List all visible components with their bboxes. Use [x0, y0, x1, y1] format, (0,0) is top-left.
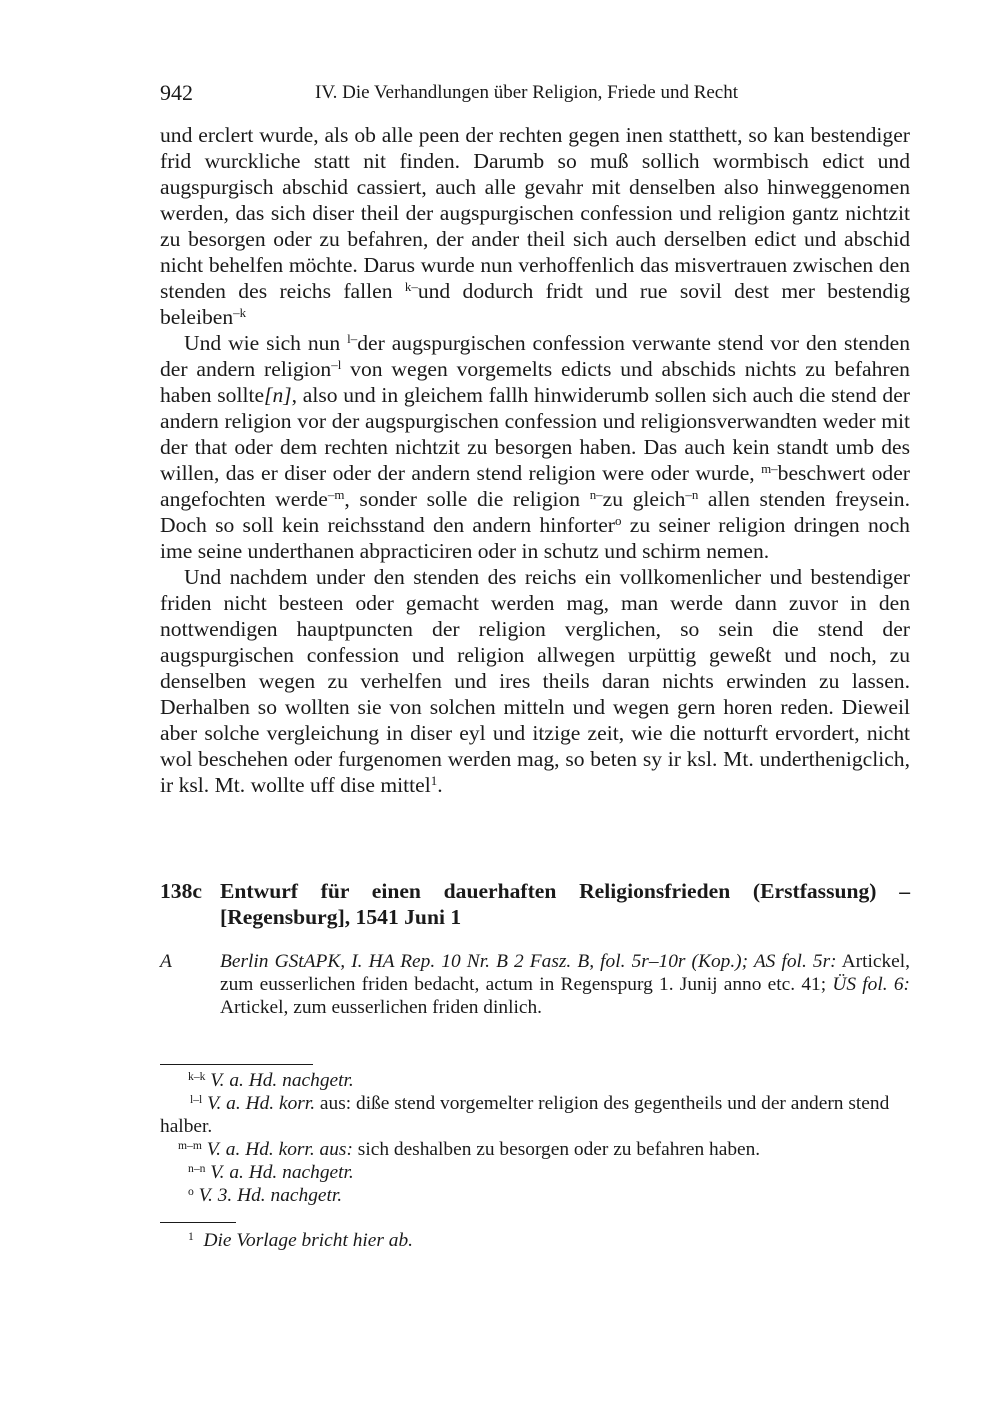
source-siglum: A [160, 951, 172, 972]
note-text: sich deshalben zu besorgen oder zu befahren haben. [352, 1139, 761, 1160]
source-note [160, 950, 910, 1019]
editorial-insertion: [n] [264, 383, 292, 407]
text-run: . [437, 773, 443, 797]
variant-marker: –n [685, 486, 699, 502]
variant-marker: –k [233, 304, 247, 320]
text-run: Artickel, zum eusserlichen friden bedacht, actum in Regenspurg 1. Junij anno etc. 41; [220, 951, 910, 995]
text-run: , sonder solle die religion [344, 487, 590, 511]
note-marker: k–k [188, 1069, 206, 1083]
footnote-marker: 1 [188, 1229, 194, 1243]
variant-marker: m– [761, 460, 778, 476]
section-title: Entwurf für einen dauerhaften Religionsfrieden (Erstfassung) – [Regensburg], 1541 Juni 1 [220, 879, 910, 929]
text-run: von wegen vorgemelts edicts und abschids nichts zu befahren haben sollte [160, 357, 910, 407]
text-run: , also und in gleichem fallh hinwiderumb sollen sich auch die stend der andern religion vor der augspurgischen confession und religionsverwandten weder mit der that oder dem rechten nichtzit zu besorgen haben. Das auch kein standt umb des willen, das er diser oder der andern stend religion were oder wurde, [160, 383, 910, 485]
archive-reference: Berlin GStAPK, I. HA Rep. 10 Nr. B 2 Fasz. B, fol. 5r–10r (Kop.); AS fol. 5r: [220, 951, 837, 972]
section-number: 138c [160, 879, 202, 903]
section-heading [160, 878, 910, 930]
text-run: und dodurch fridt und rue sovil dest mer bestendig beleiben [160, 279, 910, 329]
variant-marker: –m [327, 486, 345, 502]
note-italic: V. a. Hd. korr. [207, 1093, 316, 1114]
footnote-divider [160, 1222, 236, 1223]
footnote [160, 1229, 910, 1252]
text-run: allen stenden freysein. Doch so soll kein reichsstand den andern hinforter [160, 487, 910, 537]
apparatus-note [160, 1069, 910, 1092]
main-text [160, 122, 910, 798]
variant-marker: l– [347, 330, 358, 346]
variant-marker: k– [404, 278, 418, 294]
apparatus-note [160, 1092, 910, 1138]
note-marker: l–l [190, 1092, 203, 1106]
text-run: Und wie sich nun [184, 331, 348, 355]
text-run: zu seiner religion dringen noch ime seine underthanen abpracticiren oder in schutz und schirm nemen. [160, 513, 910, 563]
note-marker: n–n [188, 1161, 206, 1175]
text-run: Und nachdem under den stenden des reichs ein vollkomenlicher und bestendiger friden nicht besteen oder gemacht werden mag, man werde dann zuvor in den nottwendigen hauptpuncten der religion verglichen, so sein die stend der augspurgischen confession und religion allwegen urpüttig geweßt und noch, zu denselben wegen zu verhelfen und ires theils daran nichts erwinden zu lassen. Derhalben so wollten sie von solchen mitteln und wegen gern horen reden. Dieweil aber solche vergleichung in diser eyl und itzige zeit, wie die notturft ervordert, nicht wol beschehen oder furgenomen werden mag, so beten sy ir ksl. Mt. underthenigclich, ir ksl. Mt. wollte uff dise mittel [160, 565, 910, 797]
running-title: IV. Die Verhandlungen über Religion, Friede und Recht [315, 82, 739, 103]
text-run: und erclert wurde, als ob alle peen der rechten gegen inen statthett, so kan bestendiger frid wurckliche statt nit finden. Darumb so muß sollich wormbisch edict und augspurgisch abschid cassiert, auch alle gevahr mit denselben also hinweggenomen werden, das sich diser theil der augspurgischen confession und religion gantz nichtzit zu besorgen oder zu befahren, der ander theil sich auch derselben edict und abschid nicht behelfen möchte. Darus wurde nun verhoffenlich das misvertrauen zwischen den stenden des reichs fallen [160, 123, 910, 303]
variant-marker: –l [331, 356, 342, 372]
text-run: beschwert oder angefochten werde [160, 461, 910, 511]
footnote-text: Die Vorlage bricht hier ab. [203, 1230, 414, 1251]
note-italic: V. a. Hd. nachgetr. [210, 1070, 354, 1091]
footnote-marker: 1 [430, 772, 438, 788]
variant-marker: o [615, 512, 622, 528]
note-marker: m–m [178, 1138, 202, 1152]
apparatus-note [160, 1138, 910, 1161]
paragraph [160, 564, 910, 798]
note-italic: V. 3. Hd. nachgetr. [198, 1185, 343, 1206]
source-text [220, 950, 910, 1019]
note-italic: V. a. Hd. korr. aus: [206, 1139, 353, 1160]
paragraph [160, 330, 910, 564]
running-header [160, 80, 910, 108]
text-run: der augspurgischen confession verwante stend vor den stenden der andern religion [160, 331, 910, 381]
text-run: Artickel, zum eusserlichen friden dinlich. [220, 997, 542, 1018]
variant-marker: n– [589, 486, 603, 502]
text-run: zu gleich [602, 487, 686, 511]
page-number: 942 [160, 80, 193, 105]
note-text: aus: diße stend vorgemelter religion des gegentheils und der andern stend halber. [160, 1093, 890, 1137]
footnotes [160, 1229, 910, 1252]
critical-apparatus [160, 1069, 910, 1207]
note-italic: V. a. Hd. nachgetr. [210, 1162, 354, 1183]
apparatus-divider [160, 1064, 313, 1065]
note-marker: o [188, 1184, 194, 1198]
apparatus-note [160, 1184, 910, 1207]
apparatus-note [160, 1161, 910, 1184]
text-run: ÜS fol. 6: [832, 974, 910, 995]
paragraph [160, 122, 910, 330]
